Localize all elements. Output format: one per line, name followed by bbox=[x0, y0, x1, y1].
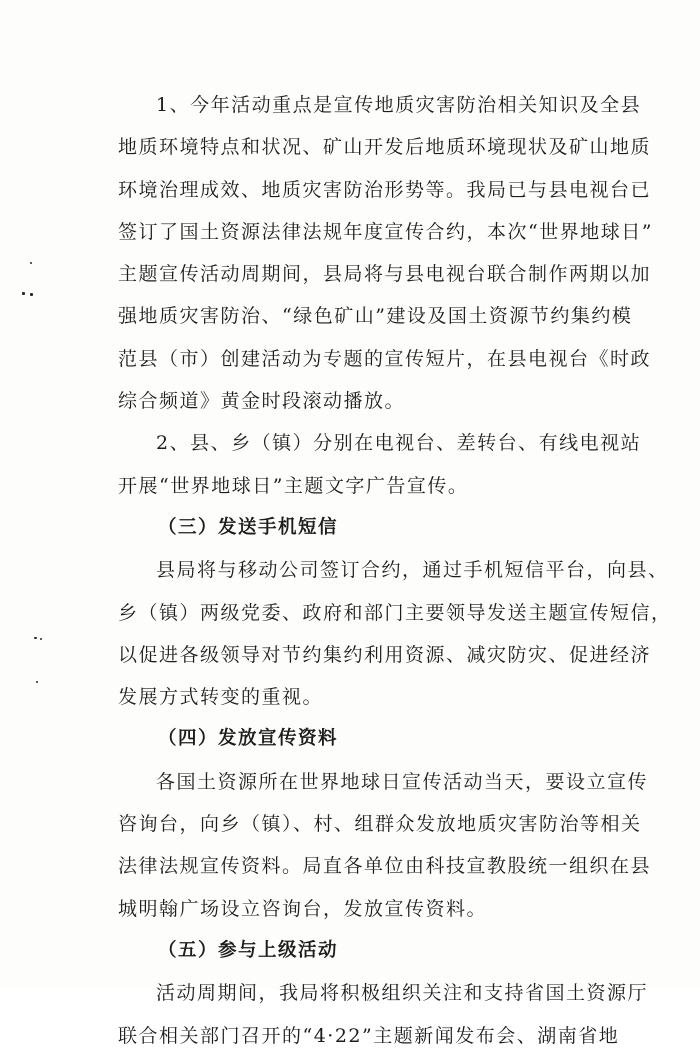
paragraph-line: 2、县、乡（镇）分别在电视台、差转台、有线电视站 bbox=[156, 432, 642, 455]
paragraph-line: 各国土资源所在世界地球日宣传活动当天，要设立宣传 bbox=[156, 770, 649, 793]
section-heading: （三）发送手机短信 bbox=[158, 516, 339, 538]
paragraph-line: 发展方式转变的重视。 bbox=[118, 686, 324, 709]
paragraph-line: 签订了国土资源法律法规年度宣传合约，本次“世界地球日” bbox=[118, 220, 653, 243]
paragraph-line: 法律法规宣传资料。局直各单位由科技宣教股统一组织在县 bbox=[118, 855, 652, 878]
paragraph-line: 1、今年活动重点是宣传地质灾害防治相关知识及全县 bbox=[156, 94, 642, 116]
paragraph-line: 范县（市）创建活动为专题的宣传短片，在县电视台《时政 bbox=[118, 347, 652, 370]
paragraph-line: 强地质灾害防治、“绿色矿山”建设及国土资源节约集约模 bbox=[118, 305, 633, 328]
paragraph-line: 主题宣传活动周期间，县局将与县电视台联合制作两期以加 bbox=[118, 263, 652, 286]
paragraph-line: 以促进各级领导对节约集约利用资源、减灾防灾、促进经济 bbox=[118, 643, 652, 666]
scan-speck bbox=[40, 638, 42, 640]
paragraph-line: 综合频道》黄金时段滚动播放。 bbox=[118, 390, 406, 413]
scan-speck bbox=[30, 293, 33, 296]
paragraph-line: 联合相关部门召开的“4·22”主题新闻发布会、湖南省地 bbox=[118, 1024, 620, 1047]
paragraph-line: 活动周期间，我局将积极组织关注和支持省国土资源厅 bbox=[156, 982, 649, 1005]
paragraph-line: 开展“世界地球日”主题文字广告宣传。 bbox=[118, 474, 469, 497]
scan-speck bbox=[22, 292, 25, 295]
scan-speck bbox=[30, 262, 32, 264]
body-text bbox=[118, 84, 672, 1057]
section-heading: （五）参与上级活动 bbox=[158, 939, 339, 961]
paragraph-line: 乡（镇）两级党委、政府和部门主要领导发送主题宣传短信， bbox=[118, 601, 672, 624]
paragraph-line: 环境治理成效、地质灾害防治形势等。我局已与县电视台已 bbox=[118, 178, 652, 201]
scan-speck bbox=[36, 681, 38, 683]
paragraph-line: 咨询台，向乡（镇）、村、组群众发放地质灾害防治等相关 bbox=[118, 813, 642, 836]
paragraph-line: 地质环境特点和状况、矿山开发后地质环境现状及矿山地质 bbox=[118, 136, 652, 159]
paragraph-line: 城明翰广场设立咨询台，发放宣传资料。 bbox=[118, 897, 488, 920]
scan-speck bbox=[34, 637, 37, 639]
paragraph-line: 县局将与移动公司签订合约，通过手机短信平台，向县、 bbox=[156, 559, 669, 582]
section-heading: （四）发放宣传资料 bbox=[158, 728, 339, 750]
